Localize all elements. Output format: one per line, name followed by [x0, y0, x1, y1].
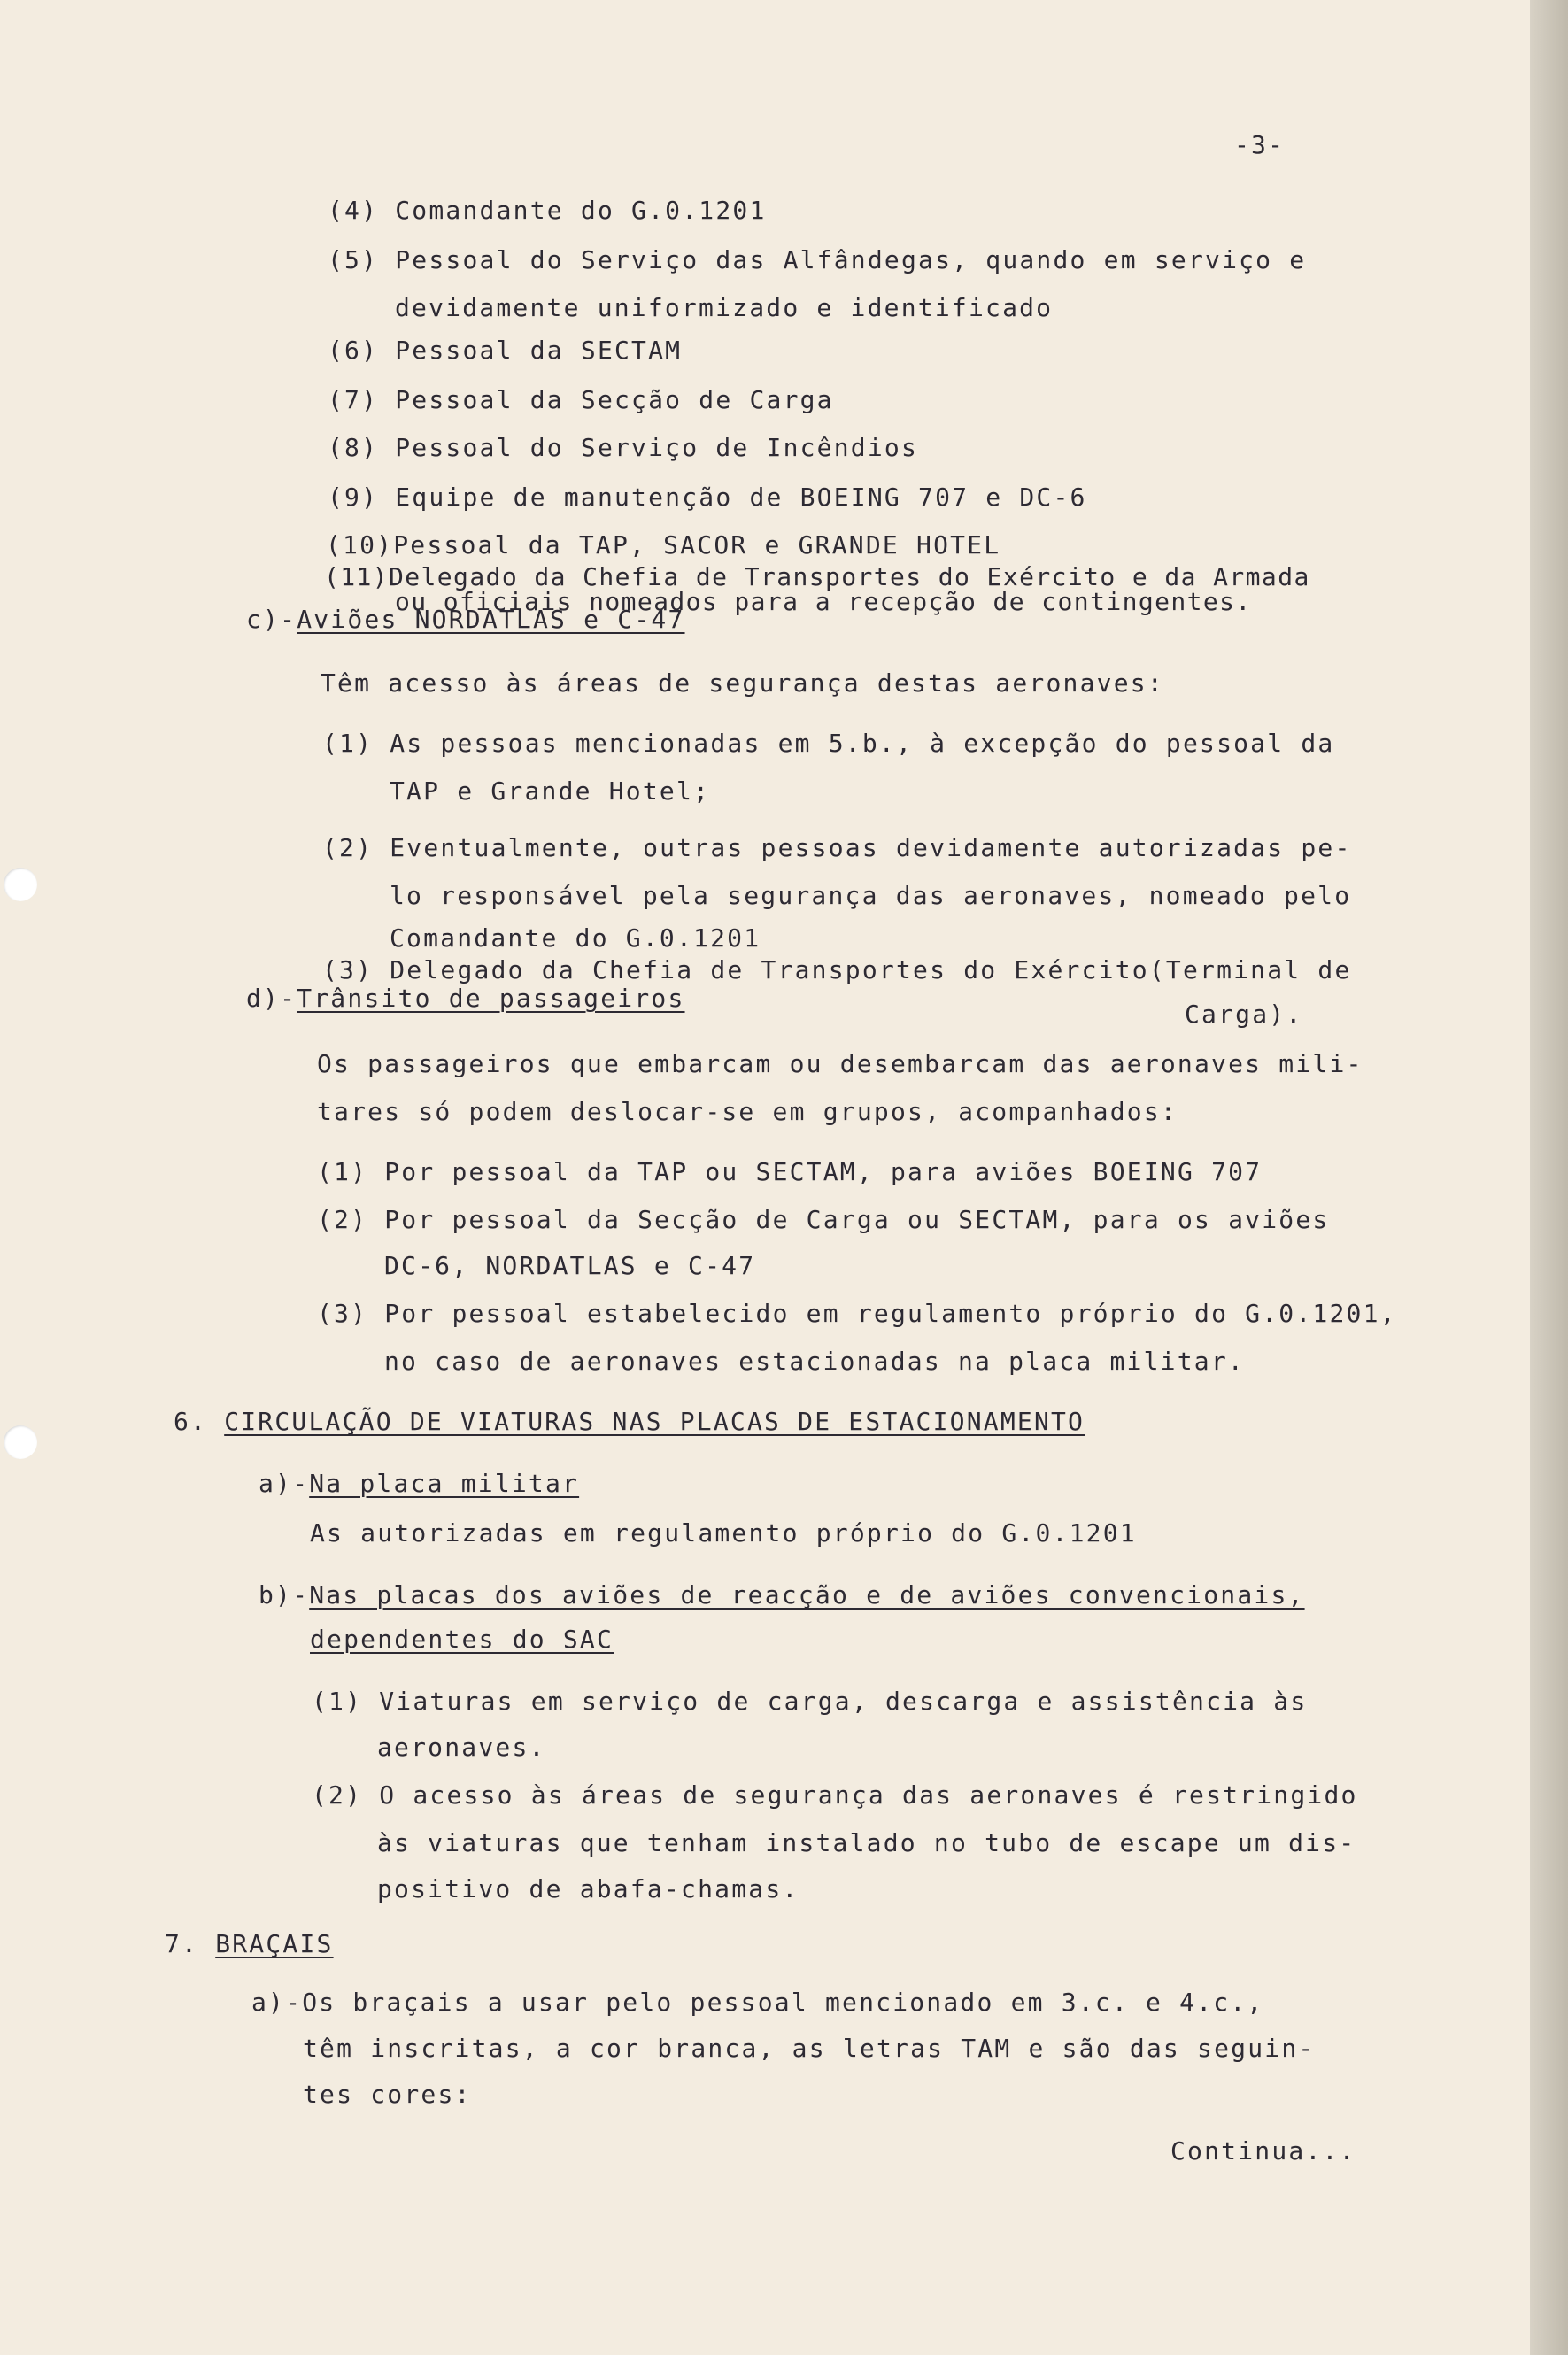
list-item-10: [326, 531, 1000, 560]
section-c-item-3: [322, 956, 1352, 984]
item-text: Por pessoal da TAP ou SECTAM, para aviões BOEING 707: [384, 1157, 1263, 1186]
item-number: (10): [326, 530, 394, 560]
section-6b-item-2-cont: positivo de abafa-chamas.: [377, 1874, 799, 1903]
item-number: (5): [328, 245, 379, 274]
list-item-8: [328, 434, 918, 462]
section-6b-prefix: b)-: [259, 1580, 310, 1610]
item-text: Equipe de manutenção de BOEING 707 e DC-6: [395, 483, 1087, 512]
section-7a-line: Os braçais a usar pelo pessoal mencionado em 3.c. e 4.c.,: [302, 1988, 1264, 2017]
section-6b-heading: [259, 1581, 1305, 1610]
item-number: (3): [322, 955, 374, 984]
list-item-5-cont: devidamente uniformizado e identificado: [395, 293, 1054, 322]
section-c-intro: Têm acesso às áreas de segurança destas aeronaves:: [321, 668, 1164, 698]
section-c-item-2: [322, 834, 1352, 862]
item-number: (2): [312, 1780, 363, 1810]
item-number: (11): [324, 562, 390, 591]
section-7a-text-cont: tes cores:: [303, 2080, 472, 2109]
item-text: As pessoas mencionadas em 5.b., à excepção do pessoal da: [390, 729, 1335, 758]
section-c-item-1-cont: TAP e Grande Hotel;: [390, 776, 711, 806]
section-6b-item-2-cont: às viaturas que tenham instalado no tubo de escape um dis-: [377, 1828, 1356, 1857]
section-c-prefix: c)-: [246, 605, 297, 634]
item-text: Eventualmente, outras pessoas devidamente autorizadas pe-: [390, 833, 1352, 862]
item-text: Pessoal da TAP, SACOR e GRANDE HOTEL: [393, 530, 1001, 560]
punch-hole-lower: [4, 1425, 37, 1459]
section-6a-heading: [259, 1470, 579, 1498]
list-item-4: [328, 197, 767, 225]
section-6b-item-2: [312, 1781, 1358, 1810]
section-d-heading: [246, 984, 685, 1013]
section-6-title: CIRCULAÇÃO DE VIATURAS NAS PLACAS DE ESTACIONAMENTO: [224, 1407, 1085, 1436]
section-d-intro-cont: tares só podem deslocar-se em grupos, acompanhados:: [317, 1097, 1178, 1126]
section-6a-prefix: a)-: [259, 1469, 310, 1498]
section-d-prefix: d)-: [246, 984, 297, 1013]
list-item-9: [328, 483, 1087, 512]
section-6-number: 6.: [174, 1407, 208, 1436]
punch-hole-upper: [4, 868, 37, 901]
item-text: Pessoal do Serviço das Alfândegas, quando em serviço e: [395, 245, 1307, 274]
item-number: (1): [322, 729, 374, 758]
item-text: Pessoal da Secção de Carga: [395, 385, 834, 414]
section-6b-title-cont: dependentes do SAC: [310, 1625, 614, 1654]
item-text: Comandante do G.0.1201: [395, 196, 767, 225]
section-7a-text: [251, 1988, 1263, 2017]
section-6b-item-1-cont: aeronaves.: [377, 1733, 546, 1762]
section-c-item-3-cont: Carga).: [1185, 1000, 1303, 1029]
section-d-item-3: [317, 1300, 1397, 1328]
item-text: Por pessoal da Secção de Carga ou SECTAM, para os aviões: [384, 1205, 1330, 1234]
item-number: (2): [317, 1205, 368, 1234]
section-6b-item-1: [312, 1687, 1307, 1716]
list-item-7: [328, 386, 834, 414]
item-number: (2): [322, 833, 374, 862]
list-item-5: [328, 246, 1306, 274]
item-text: Delegado da Chefia de Transportes do Exército(Terminal de: [390, 955, 1352, 984]
item-number: (6): [328, 336, 379, 365]
item-text: Pessoal da SECTAM: [395, 336, 683, 365]
section-d-item-3-cont: no caso de aeronaves estacionadas na placa militar.: [384, 1347, 1245, 1376]
section-7-number: 7.: [165, 1929, 199, 1958]
section-c-item-1: [322, 730, 1334, 758]
section-d-item-2-cont: DC-6, NORDATLAS e C-47: [384, 1251, 756, 1280]
section-6-heading: [174, 1408, 1085, 1436]
section-c-item-2-cont: Comandante do G.0.1201: [390, 923, 761, 953]
item-text: Pessoal do Serviço de Incêndios: [395, 433, 919, 462]
page-number: -3-: [1234, 130, 1286, 159]
item-number: (1): [312, 1687, 363, 1716]
section-7a-text-cont: têm inscritas, a cor branca, as letras TAM e são das seguin-: [303, 2034, 1316, 2063]
item-number: (9): [328, 483, 379, 512]
section-d-intro: Os passageiros que embarcam ou desembarcam das aeronaves mili-: [317, 1049, 1363, 1078]
item-number: (4): [328, 196, 379, 225]
item-number: (7): [328, 385, 379, 414]
section-6a-text: As autorizadas em regulamento próprio do G.0.1201: [310, 1518, 1137, 1548]
section-c-item-2-cont: lo responsável pela segurança das aeronaves, nomeado pelo: [390, 881, 1352, 910]
section-c-heading: [246, 606, 685, 634]
list-item-6: [328, 336, 682, 365]
section-6b-title: Nas placas dos aviões de reacção e de aviões convencionais,: [309, 1580, 1305, 1610]
page-edge: [1530, 0, 1568, 2355]
section-7a-prefix: a)-: [251, 1988, 303, 2017]
item-number: (1): [317, 1157, 368, 1186]
section-7-heading: [165, 1930, 334, 1958]
section-6a-title: Na placa militar: [309, 1469, 580, 1498]
section-d-title: Trânsito de passageiros: [297, 984, 685, 1013]
section-d-item-2: [317, 1206, 1329, 1234]
continuation-note: Continua...: [1170, 2136, 1356, 2166]
item-text: Delegado da Chefia de Transportes do Exército e da Armada: [389, 562, 1310, 591]
section-d-item-1: [317, 1158, 1262, 1186]
item-text: Por pessoal estabelecido em regulamento próprio do G.0.1201,: [384, 1299, 1397, 1328]
section-c-title: Aviões NORDATLAS e C-47: [297, 605, 685, 634]
section-7-title: BRAÇAIS: [215, 1929, 334, 1958]
list-item-11-cont: ou oficiais nomeados para a recepção de contingentes.: [395, 587, 1252, 616]
item-number: (3): [317, 1299, 368, 1328]
item-text: O acesso às áreas de segurança das aeronaves é restringido: [379, 1780, 1358, 1810]
item-text: Viaturas em serviço de carga, descarga e assistência às: [379, 1687, 1308, 1716]
item-number: (8): [328, 433, 379, 462]
